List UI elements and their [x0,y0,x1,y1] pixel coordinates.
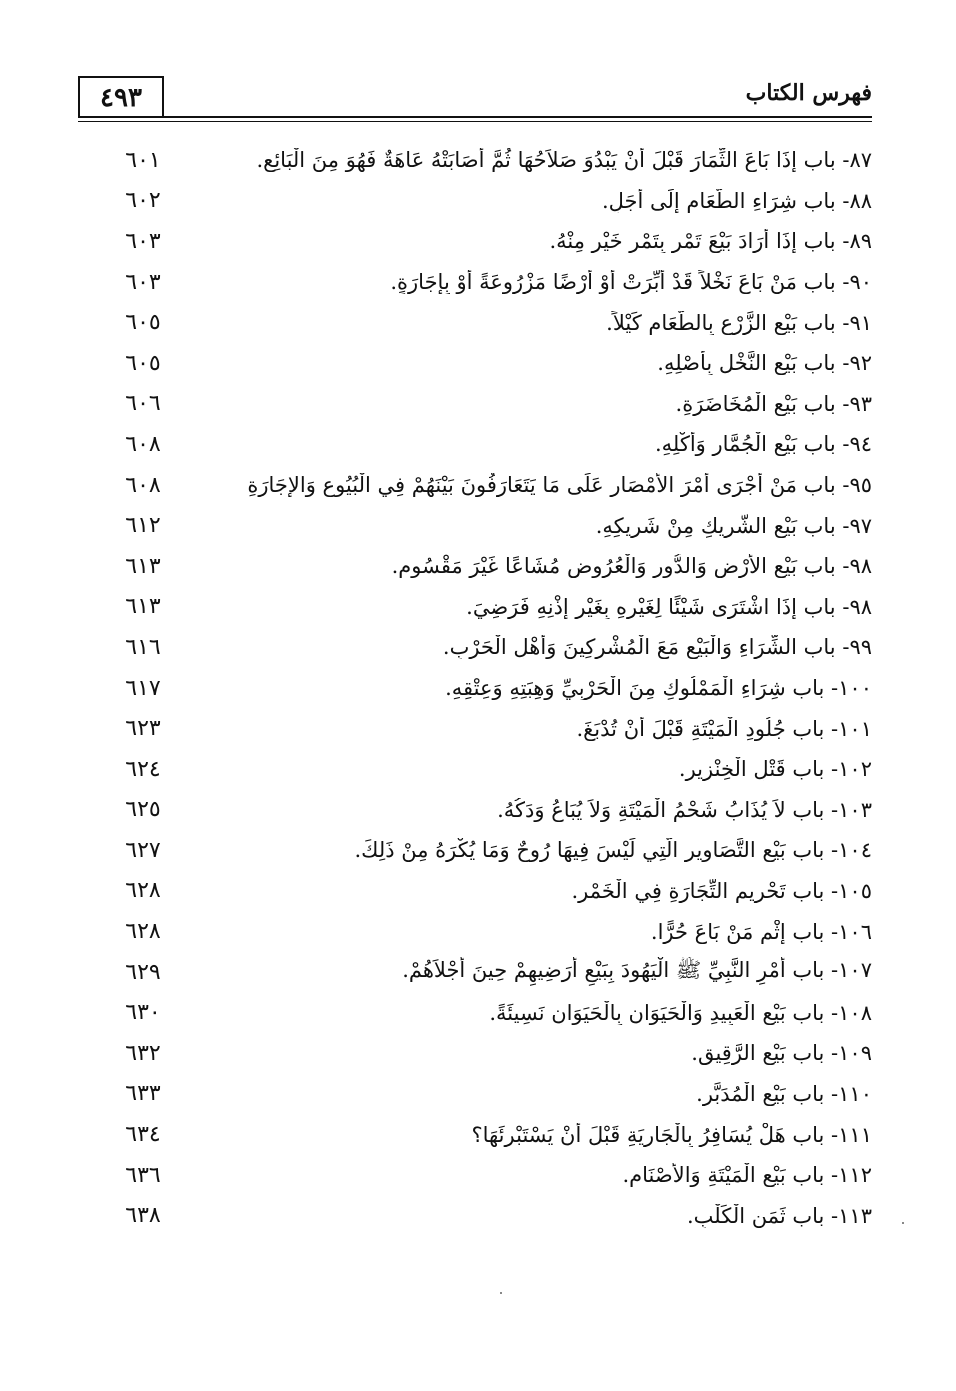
entry-page-number: ٦٢٩ [125,959,161,985]
toc-entry [78,546,872,587]
entry-page-number: ٦٢٨ [125,878,161,904]
toc-entry [78,790,872,831]
entry-page-number: ٦٣٤ [125,1122,161,1148]
entry-title: ١٠٩- باب بَيْعِ الرَّقِيقِ. [691,1041,872,1066]
header-rule [78,116,872,118]
entry-title: ٨٩- باب إِذَا أَرَادَ بَيْعَ تَمْرٍ بِتَمْرٍ خَيْرٍ مِنْهُ. [549,229,872,254]
entry-title: ١٠٦- باب إِثْمِ مَنْ بَاعَ حُرًّا. [650,919,872,944]
entry-title: ٩٤- باب بَيْعِ الْجُمَّارِ وَأَكْلِهِ. [654,432,872,457]
toc-entry [78,1195,872,1236]
scan-speck [902,1222,904,1224]
entry-page-number: ٦٢٤ [125,756,161,782]
entry-page-number: ٦١٢ [125,513,161,539]
toc-entry [78,505,872,546]
entry-page-number: ٦٠١ [125,147,161,173]
entry-title: ١٠١- باب جُلُودِ الْمَيْتَةِ قَبْلَ أَنْ تُدْبَغَ. [576,716,872,741]
entry-title: ٨٨- باب شِرَاءِ الطَّعَامِ إِلَى أَجَلٍ. [601,188,872,213]
toc-entry [78,992,872,1033]
toc-entry [78,830,872,871]
toc-entry [78,181,872,222]
toc-entry [78,1114,872,1155]
entry-page-number: ٦٠٦ [125,391,161,417]
toc-entry [78,262,872,303]
page-number: ٤٩٣ [78,76,164,118]
entry-title: ١١٢- باب بَيْعِ الْمَيْتَةِ وَالأَصْنَامِ. [622,1163,872,1188]
entry-title: ١٠٥- باب تَحْرِيمِ التِّجَارَةِ فِي الْخَمْرِ. [571,878,872,903]
entry-title: ٩٠- باب مَنْ بَاعَ نَخْلاً قَدْ أُبِّرَتْ أَوْ أَرْضًا مَزْرُوعَةً أَوْ بِإِجَارَةٍ. [390,270,872,295]
entry-title: ١١١- باب هَلْ يُسَافِرُ بِالْجَارِيَةِ قَبْلَ أَنْ يَسْتَبْرِئَهَا؟ [471,1122,872,1147]
entry-page-number: ٦٣٠ [125,1000,161,1026]
entry-title: ١٠٤- باب بَيْعِ التَّصَاوِيرِ الَّتِي لَيْسَ فِيهَا رُوحٌ وَمَا يُكْرَهُ مِنْ ذَلِكَ. [354,838,872,863]
entry-page-number: ٦٠٥ [125,310,161,336]
entry-page-number: ٦٠٣ [125,269,161,295]
entry-title: ٩٩- باب الشِّرَاءِ وَالْبَيْعِ مَعَ الْمُشْرِكِينَ وَأَهْلِ الْحَرْبِ. [442,635,872,660]
toc-entry [78,1074,872,1115]
entry-page-number: ٦٣٨ [125,1203,161,1229]
toc-entry [78,465,872,506]
entry-title: ٩٨- باب بَيْعِ الأَرْضِ وَالدُّورِ وَالْعُرُوضِ مُشَاعًا غَيْرَ مَقْسُومٍ. [391,554,872,579]
toc-entry [78,871,872,912]
entry-page-number: ٦٠٥ [125,350,161,376]
entry-title: ٩١- باب بَيْعِ الزَّرْعِ بِالطَّعَامِ كَيْلاً. [606,310,872,335]
entry-page-number: ٦٠٨ [125,431,161,457]
toc-entry [78,1155,872,1196]
entry-title: ١٠٠- باب شِرَاءِ الْمَمْلُوكِ مِنَ الْحَرْبِيِّ وَهِبَتِهِ وَعِتْقِهِ. [445,676,872,701]
entry-page-number: ٦١٣ [125,553,161,579]
entry-title: ١١٣- باب ثَمَنِ الْكَلْبِ. [686,1203,872,1228]
toc-entry [78,952,872,993]
entry-title: ٩٥- باب مَنْ أَجْرَى أَمْرَ الأَمْصَارِ عَلَى مَا يَتَعَارَفُونَ بَيْنَهُمْ فِي الْبُيُوعِ وَالإِجَارَةِ [247,473,872,498]
entry-title: ١٠٨- باب بَيْعِ الْعَبِيدِ وَالْحَيَوَانِ بِالْحَيَوَانِ نَسِيئَةً. [489,1000,872,1025]
toc-entry [78,424,872,465]
entry-title: ١٠٣- باب لاَ يُذَابُ شَحْمُ الْمَيْتَةِ وَلاَ يُبَاعُ وَدَكُهُ. [497,797,872,822]
scan-speck [500,1292,502,1294]
entry-page-number: ٦٢٣ [125,716,161,742]
toc-entry [78,1033,872,1074]
entry-title: ١٠٢- باب قَتْلِ الْخِنْزِيرِ. [678,757,872,782]
entry-title: ٩٢- باب بَيْعِ النَّخْلِ بِأَصْلِهِ. [657,351,872,376]
toc-entry [78,627,872,668]
toc-entry [78,302,872,343]
entry-title: ١١٠- باب بَيْعِ الْمُدَبَّرِ. [696,1081,872,1106]
entry-page-number: ٦٢٥ [125,797,161,823]
toc-entry [78,668,872,709]
running-title: فهرس الكتاب [745,80,872,106]
toc-entry [78,140,872,181]
entry-page-number: ٦٠٨ [125,472,161,498]
entry-title: ١٠٧- باب أَمْرِ النَّبِيِّ ﷺ الْيَهُودَ بِبَيْعِ أَرَضِيهِمْ حِينَ أَجْلاَهُمْ. [402,957,872,982]
toc-entry [78,384,872,425]
entry-title: ٨٧- باب إِذَا بَاعَ الثِّمَارَ قَبْلَ أَنْ يَبْدُوَ صَلاَحُهَا ثُمَّ أَصَابَتْهُ عَاهَةٌ فَهُوَ مِنَ الْبَائِعِ. [256,148,872,173]
toc-entries [78,140,872,1236]
entry-page-number: ٦٣٢ [125,1040,161,1066]
entry-page-number: ٦٢٨ [125,919,161,945]
entry-title: ٩٣- باب بَيْعِ الْمُخَاضَرَةِ. [675,391,872,416]
entry-page-number: ٦١٣ [125,594,161,620]
entry-page-number: ٦١٦ [125,634,161,660]
entry-page-number: ٦٠٣ [125,228,161,254]
entry-page-number: ٦٢٧ [125,837,161,863]
entry-page-number: ٦٣٣ [125,1081,161,1107]
toc-entry [78,587,872,628]
entry-page-number: ٦٠٢ [125,188,161,214]
entry-title: ٩٨- باب إِذَا اشْتَرَى شَيْئًا لِغَيْرِهِ بِغَيْرِ إِذْنِهِ فَرَضِيَ. [466,594,872,619]
toc-entry [78,343,872,384]
entry-title: ٩٧- باب بَيْعِ الشَّرِيكِ مِنْ شَرِيكِهِ. [595,513,872,538]
toc-entry [78,749,872,790]
header-rule-thin [78,121,872,122]
entry-page-number: ٦٣٦ [125,1162,161,1188]
toc-entry [78,708,872,749]
toc-entry [78,221,872,262]
entry-page-number: ٦١٧ [125,675,161,701]
toc-entry [78,911,872,952]
page-header [78,76,872,124]
